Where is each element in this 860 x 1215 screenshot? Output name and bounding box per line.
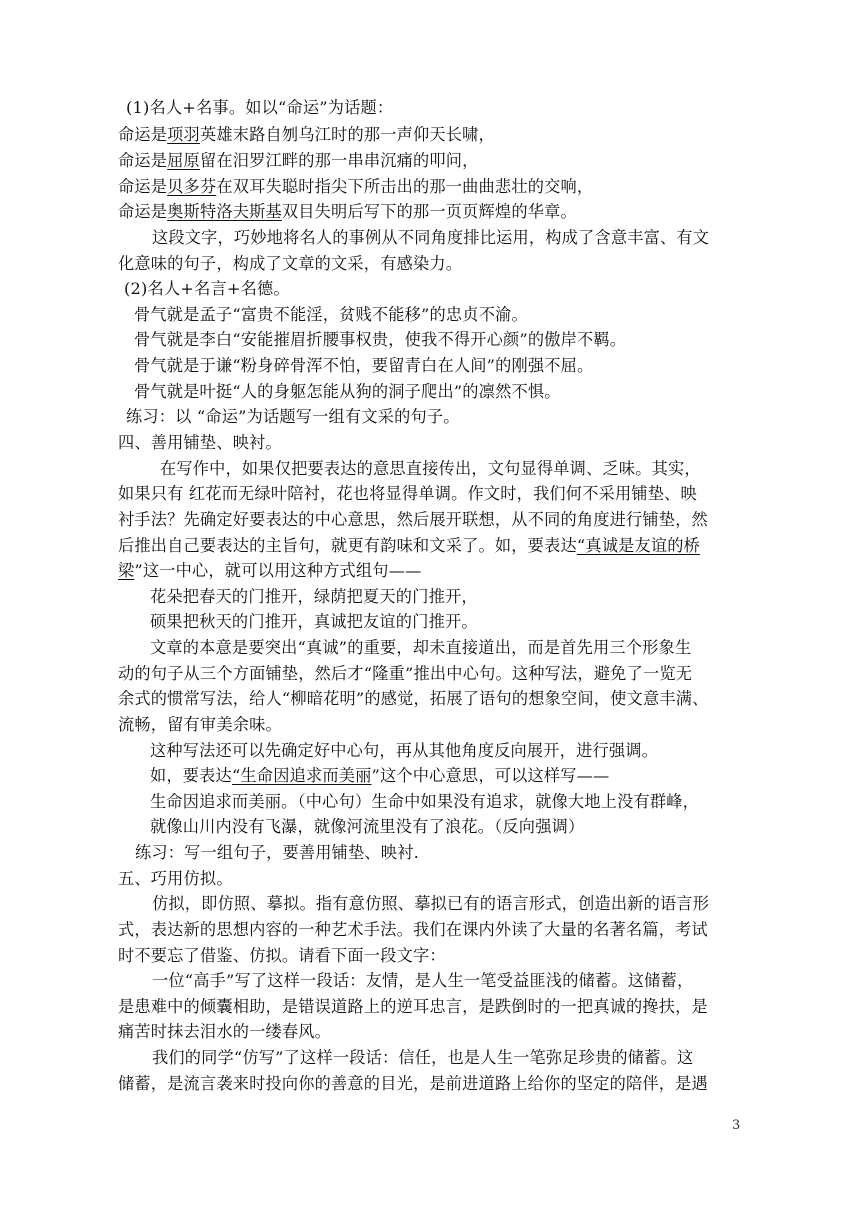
text-line: 后推出自己要表达的主旨句，就更有韵味和文采了。如，要表达“真诚是友谊的桥	[118, 536, 701, 555]
text-line: 在写作中，如果仅把要表达的意思直接传出，文句显得单调、乏味。其实，	[160, 459, 701, 478]
text-line: 是患难中的倾囊相助，是错误道路上的逆耳忠言，是跌倒时的一把真诚的搀扶，是	[118, 997, 708, 1016]
text-line: 式，表达新的思想内容的一种艺术手法。我们在课内外读了大量的名著名篇，考试	[118, 920, 708, 939]
text-line: 仿拟，即仿照、摹拟。指有意仿照、摹拟已有的语言形式，创造出新的语言形	[152, 894, 710, 913]
text-line: 命运是项羽英雄末路自刎乌江时的那一声仰天长啸，	[118, 125, 495, 144]
text-line: 如，要表达“生命因追求而美丽”这个中心意思，可以这样写——	[150, 766, 610, 785]
text-line: 命运是贝多芬在双耳失聪时指尖下所击出的那一曲曲悲壮的交响，	[118, 177, 594, 196]
text-line: 生命因追求而美丽。（中心句）生命中如果没有追求，就像大地上没有群峰，	[150, 792, 700, 811]
text-line: (2)名人+名言+名德。	[124, 279, 290, 298]
section-heading: 五、巧用仿拟。	[118, 869, 233, 888]
text-line: 流畅，留有审美余味。	[118, 715, 282, 734]
text-line: 痛苦时抹去泪水的一缕春风。	[118, 1022, 332, 1041]
underlined-phrase: 梁	[118, 561, 135, 580]
text-line: 练习：写一组句子，要善用铺垫、映衬.	[135, 843, 419, 862]
section-heading: 四、善用铺垫、映衬。	[118, 433, 282, 452]
underlined-name: 项羽	[167, 125, 200, 144]
text-line: 骨气就是李白“安能摧眉折腰事权贵，使我不得开心颜”的傲岸不羁。	[134, 330, 627, 349]
text-line: (1)名人+名事。如以“命运”为话题：	[126, 98, 394, 117]
underlined-phrase: “真诚是友谊的桥	[576, 536, 701, 555]
text-line: 命运是屈原留在汨罗江畔的那一串串沉痛的叩问，	[118, 151, 479, 170]
text-line: 文章的本意是要突出“真诚”的重要，却未直接道出，而是首先用三个形象生	[150, 638, 692, 657]
text-line: 练习：以 “命运”为话题写一组有文采的句子。	[126, 407, 460, 426]
text-line: 一位“高手”写了这样一段话：友情，是人生一笔受益匪浅的储蓄。这储蓄，	[152, 971, 694, 990]
text-line: 如果只有 红花而无绿叶陪衬，花也将显得单调。作文时，我们何不采用铺垫、映	[118, 484, 697, 503]
page-number: 3	[732, 1118, 741, 1133]
text-line: 骨气就是孟子“富贵不能淫，贫贱不能移”的忠贞不渝。	[134, 305, 528, 324]
text-line: 这种写法还可以先确定好中心句，再从其他角度反向展开，进行强调。	[150, 741, 659, 760]
underlined-name: 奥斯特洛夫斯基	[167, 202, 282, 221]
text-line: 就像山川内没有飞瀑，就像河流里没有了浪花。（反向强调）	[150, 817, 585, 836]
text-line: 硕果把秋天的门推开，真诚把友谊的门推开。	[150, 612, 478, 631]
underlined-name: 贝多芬	[167, 177, 217, 196]
text-line: 梁”这一中心，就可以用这种方式组句——	[118, 561, 422, 580]
text-line: 衬手法？先确定好要表达的中心意思，然后展开联想，从不同的角度进行铺垫，然	[118, 510, 708, 529]
text-line: 储蓄，是流言袭来时投向你的善意的目光，是前进道路上给你的坚定的陪伴，是遇	[118, 1074, 708, 1093]
text-line: 余式的惯常写法，给人“柳暗花明”的感觉，拓展了语句的想象空间，使文意丰满、	[118, 689, 709, 708]
text-line: 这段文字，巧妙地将名人的事例从不同角度排比运用，构成了含意丰富、有文	[152, 228, 710, 247]
text-line: 骨气就是于谦“粉身碎骨浑不怕，要留青白在人间”的刚强不屈。	[134, 356, 594, 375]
text-line: 命运是奥斯特洛夫斯基双目失明后写下的那一页页辉煌的华章。	[118, 202, 577, 221]
text-line: 化意味的句子，构成了文章的文采，有感染力。	[118, 254, 463, 273]
text-line: 骨气就是叶挺“人的身躯怎能从狗的洞子爬出”的凛然不惧。	[134, 382, 561, 401]
text-line: 花朵把春天的门推开，绿荫把夏天的门推开，	[150, 587, 478, 606]
underlined-name: 屈原	[167, 151, 200, 170]
text-line: 我们的同学“仿写”了这样一段话：信任，也是人生一笔弥足珍贵的储蓄。这	[152, 1048, 694, 1067]
text-line: 时不要忘了借鉴、仿拟。请看下面一段文字：	[118, 946, 446, 965]
underlined-phrase: “生命因追求而美丽	[231, 766, 372, 785]
text-line: 动的句子从三个方面铺垫，然后才“隆重”推出中心句。这种写法，避免了一览无	[118, 664, 693, 683]
